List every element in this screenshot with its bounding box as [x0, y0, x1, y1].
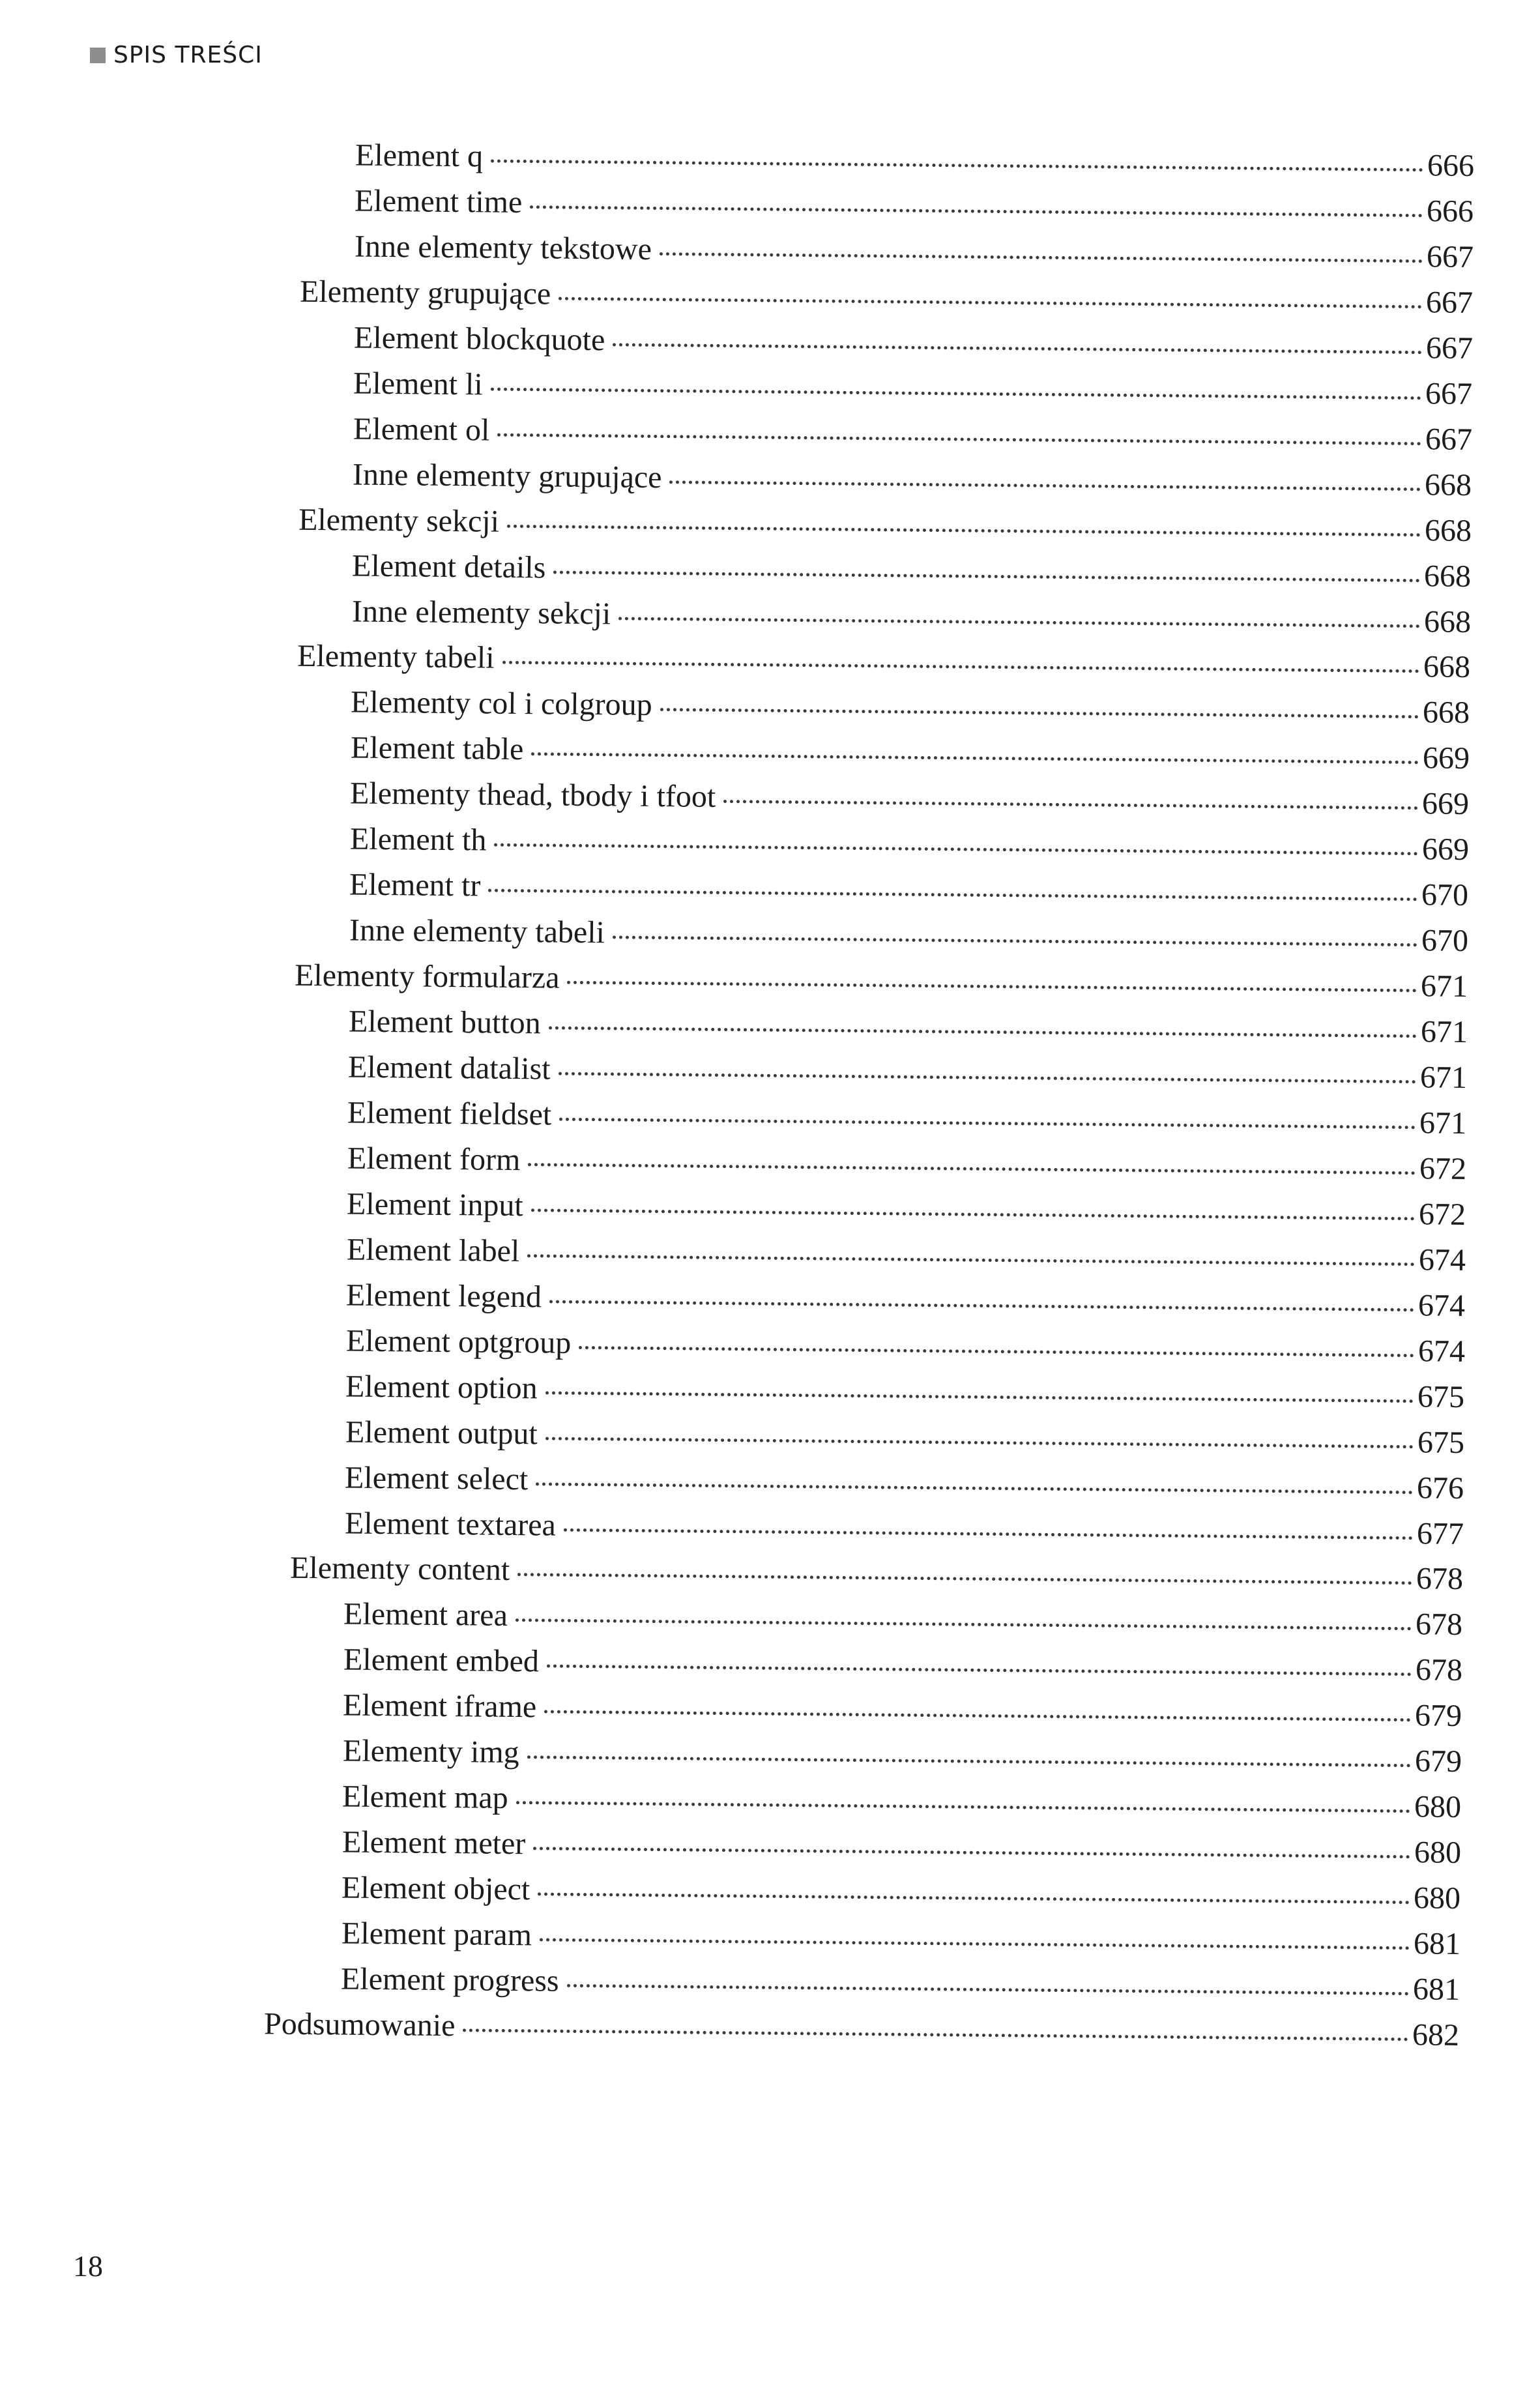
toc-entry-page: 671: [1420, 1014, 1468, 1050]
toc-entry-page: 676: [1416, 1470, 1464, 1506]
toc-entry: [341, 1960, 1460, 2010]
toc-entry: [351, 729, 1470, 778]
dot-leader: [545, 1437, 1413, 1448]
toc-entry-label: Element details: [351, 548, 546, 585]
dot-leader: [533, 1847, 1410, 1858]
toc-entry: [354, 318, 1473, 368]
dot-leader: [549, 1300, 1414, 1311]
dot-leader: [502, 661, 1419, 673]
toc-entry: [355, 181, 1474, 231]
toc-entry-page: 674: [1418, 1242, 1466, 1278]
toc-entry-page: 682: [1412, 2017, 1460, 2053]
toc-entry-page: 681: [1413, 1926, 1460, 1962]
toc-entry: [346, 1276, 1465, 1325]
toc-entry: [343, 1641, 1462, 1690]
dot-leader: [567, 1984, 1409, 1995]
toc-entry-page: 674: [1417, 1333, 1465, 1369]
toc-entry: [345, 1321, 1464, 1371]
toc-entry-page: 674: [1418, 1288, 1466, 1323]
dot-leader: [660, 708, 1419, 718]
toc-entry-label: Element ol: [353, 411, 490, 448]
toc-entry-page: 671: [1419, 1105, 1467, 1141]
toc-entry-page: 680: [1413, 1880, 1461, 1916]
toc-entry: [297, 637, 1470, 687]
toc-entry-label: Elementy sekcji: [298, 502, 499, 539]
toc-entry: [347, 1139, 1466, 1188]
toc-entry-label: Element form: [347, 1141, 521, 1177]
toc-entry-label: Element progress: [340, 1961, 559, 1998]
toc-entry-page: 671: [1419, 1060, 1468, 1095]
toc-entry: [343, 1732, 1462, 1781]
dot-leader: [545, 1391, 1414, 1403]
dot-leader: [670, 480, 1421, 491]
toc-entry: [347, 1184, 1466, 1234]
toc-entry-label: Element select: [344, 1460, 529, 1497]
toc-entry: [350, 820, 1469, 870]
toc-entry-page: 678: [1416, 1561, 1464, 1597]
toc-entry-label: Element input: [347, 1186, 524, 1223]
dot-leader: [579, 1346, 1414, 1357]
toc-entry-label: Elementy col i colgroup: [351, 684, 653, 723]
toc-entry-page: 668: [1423, 604, 1471, 639]
toc-entry: [353, 455, 1472, 504]
toc-entry: [351, 592, 1470, 641]
toc-entry-label: Element embed: [343, 1642, 540, 1679]
toc-entry: [352, 546, 1471, 596]
toc-entry-label: Element fieldset: [347, 1095, 552, 1132]
dot-leader: [560, 1118, 1416, 1130]
toc-entry-page: 679: [1414, 1744, 1462, 1779]
toc-entry-label: Element th: [349, 821, 487, 858]
toc-entry-label: Elementy img: [342, 1733, 519, 1770]
toc-entry: [348, 1048, 1467, 1098]
dot-leader: [528, 1163, 1416, 1175]
toc-entry: [264, 2004, 1459, 2055]
toc-entry-label: Elementy thead, tbody i tfoot: [350, 776, 716, 815]
toc-entry: [348, 1002, 1467, 1052]
dot-leader: [530, 205, 1423, 217]
toc-entry-page: 668: [1424, 467, 1472, 503]
dot-leader: [563, 1528, 1412, 1540]
toc-entry-label: Inne elementy tekstowe: [354, 229, 652, 267]
toc-entry: [341, 1869, 1460, 1918]
toc-entry-label: Element table: [350, 730, 524, 767]
toc-entry-page: 668: [1424, 512, 1472, 548]
toc-entry-page: 681: [1412, 1972, 1460, 2007]
toc-entry-page: 677: [1416, 1515, 1464, 1551]
dot-leader: [618, 617, 1420, 628]
toc-entry: [353, 364, 1472, 413]
toc-entry: [343, 1686, 1462, 1736]
toc-entry-page: 680: [1414, 1835, 1461, 1871]
toc-entry-page: 678: [1415, 1652, 1463, 1688]
toc-entry: [349, 866, 1468, 915]
dot-leader: [559, 1072, 1416, 1084]
dot-leader: [516, 1801, 1410, 1813]
dot-leader: [491, 387, 1421, 400]
toc-entry-label: Element tr: [349, 867, 481, 903]
toc-entry-label: Element iframe: [343, 1688, 537, 1725]
toc-entry-label: Element output: [345, 1414, 538, 1451]
running-header-title: SPIS TREŚCI: [113, 42, 263, 68]
toc-entry: [347, 1093, 1466, 1143]
toc-entry-label: Element legend: [346, 1278, 542, 1315]
toc-entry-label: Element object: [341, 1870, 530, 1907]
toc-entry: [351, 683, 1470, 733]
toc-entry-page: 680: [1414, 1789, 1462, 1825]
toc-entry-page: 670: [1421, 923, 1468, 959]
toc-entry-page: 675: [1417, 1424, 1464, 1460]
dot-leader: [516, 1618, 1412, 1630]
toc-entry-label: Elementy grupujące: [300, 274, 551, 312]
toc-entry: [343, 1595, 1462, 1645]
toc-entry-page: 672: [1419, 1197, 1466, 1232]
dot-leader: [531, 1208, 1415, 1220]
toc-entry-label: Element li: [353, 366, 484, 402]
toc-entry: [347, 1230, 1466, 1279]
dot-leader: [548, 1027, 1416, 1038]
toc-entry-label: Element datalist: [347, 1049, 551, 1087]
dot-leader: [463, 2028, 1409, 2041]
toc-entry: [345, 1458, 1464, 1508]
toc-entry: [345, 1412, 1464, 1462]
toc-entry: [342, 1777, 1461, 1827]
dot-leader: [660, 252, 1423, 263]
toc-entry-label: Element map: [342, 1779, 509, 1816]
toc-entry: [341, 1914, 1460, 1964]
dot-leader: [527, 1755, 1410, 1767]
toc-entry-page: 666: [1427, 194, 1474, 229]
toc-entry-label: Elementy content: [289, 1551, 510, 1588]
toc-entry: [345, 1367, 1464, 1416]
dot-leader: [497, 433, 1421, 445]
dot-leader: [488, 889, 1417, 901]
dot-leader: [506, 524, 1420, 536]
dot-leader: [517, 1573, 1412, 1585]
toc-entry-page: 668: [1423, 695, 1470, 731]
toc-entry: [290, 1549, 1463, 1599]
dot-leader: [568, 981, 1417, 993]
toc-entry-page: 669: [1422, 740, 1470, 776]
toc-entry-label: Element time: [355, 183, 523, 220]
toc-entry-page: 671: [1420, 969, 1468, 1004]
toc-entry-page: 669: [1422, 786, 1470, 822]
toc-entry-page: 667: [1425, 330, 1474, 366]
toc-entry-label: Inne elementy sekcji: [351, 594, 611, 631]
dot-leader: [544, 1710, 1411, 1722]
toc-entry-label: Element param: [341, 1916, 532, 1953]
dot-leader: [559, 297, 1422, 308]
toc-entry: [353, 409, 1472, 459]
toc-entry-label: Element area: [343, 1596, 508, 1633]
toc-entry: [349, 911, 1468, 961]
toc-entry-page: 672: [1419, 1151, 1467, 1186]
toc-entry-label: Elementy tabeli: [297, 639, 495, 676]
dot-leader: [613, 343, 1422, 354]
toc-entry-label: Podsumowanie: [264, 2006, 456, 2043]
dot-leader: [723, 800, 1418, 810]
toc-entry-label: Inne elementy tabeli: [349, 913, 605, 950]
toc-entry-label: Element option: [345, 1369, 538, 1405]
toc-entry-page: 678: [1416, 1607, 1463, 1643]
dot-leader: [527, 1254, 1415, 1266]
toc-entry: [355, 136, 1474, 186]
toc-entry: [298, 500, 1471, 550]
toc-entry-page: 675: [1417, 1379, 1465, 1414]
toc-entry-page: 667: [1426, 285, 1474, 320]
toc-entry-label: Element textarea: [344, 1506, 556, 1543]
dot-leader: [553, 570, 1420, 582]
dot-leader: [536, 1482, 1413, 1494]
toc-entry-label: Element meter: [341, 1824, 526, 1862]
dot-leader: [612, 936, 1417, 947]
toc-entry-page: 669: [1421, 832, 1470, 868]
toc-entry-page: 666: [1427, 148, 1475, 183]
toc-entry: [344, 1504, 1463, 1553]
toc-entry-page: 667: [1425, 376, 1473, 411]
toc-entry: [295, 956, 1468, 1006]
toc-entry-label: Element label: [346, 1232, 520, 1268]
toc-entry: [341, 1823, 1460, 1873]
dot-leader: [547, 1665, 1412, 1676]
page-number: 18: [73, 2249, 103, 2283]
toc-entry-label: Element optgroup: [345, 1323, 572, 1360]
dot-leader: [531, 753, 1419, 765]
toc-entry-label: Elementy formularza: [294, 958, 560, 995]
toc-entry-page: 679: [1415, 1698, 1462, 1734]
toc-entry-page: 668: [1423, 558, 1472, 594]
toc-entry-label: Element button: [348, 1004, 541, 1041]
toc-entry-page: 667: [1425, 421, 1472, 457]
dot-leader: [494, 843, 1418, 856]
toc-entry-label: Element q: [355, 138, 484, 174]
toc-entry-page: 667: [1426, 239, 1474, 274]
toc-entry-page: 668: [1423, 649, 1471, 685]
toc-entry: [350, 774, 1469, 824]
dot-leader: [538, 1893, 1410, 1905]
toc-entry-page: 670: [1421, 877, 1469, 913]
toc-entry: [300, 272, 1473, 323]
toc-entry: [355, 227, 1474, 276]
toc-entry-label: Inne elementy grupujące: [352, 457, 662, 495]
dot-leader: [491, 160, 1423, 172]
dot-leader: [539, 1938, 1409, 1950]
toc-entry-label: Element blockquote: [353, 320, 605, 358]
